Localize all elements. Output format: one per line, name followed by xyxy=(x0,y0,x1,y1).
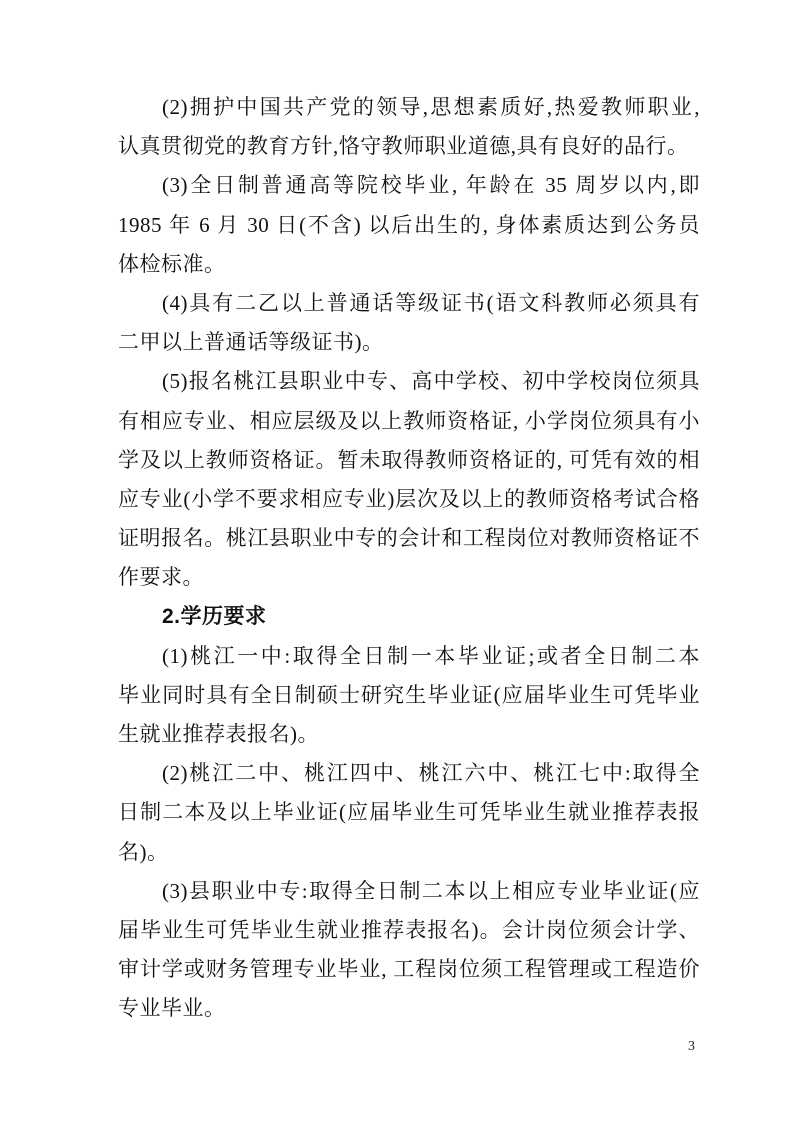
text-line: 二甲以上普通话等级证书)。 xyxy=(118,330,384,355)
text-line: 届毕业生可凭毕业生就业推荐表报名)。会计岗位须会计学、 xyxy=(118,917,700,942)
text-line: (1)桃江一中:取得全日制一本毕业证;或者全日制二本 xyxy=(162,643,700,668)
text-line: 日制二本及以上毕业证(应届毕业生可凭毕业生就业推荐表报 xyxy=(118,800,700,825)
text-line: 1985 年 6 月 30 日(不含) 以后出生的, 身体素质达到公务员 xyxy=(118,212,700,237)
text-line: 证明报名。桃江县职业中专的会计和工程岗位对教师资格证不 xyxy=(118,526,700,551)
text-line: (5)报名桃江县职业中专、高中学校、初中学校岗位须具 xyxy=(162,369,700,394)
text-line: (2)拥护中国共产党的领导,思想素质好,热爱教师职业, xyxy=(162,95,700,119)
text-line: (3)全日制普通高等院校毕业, 年龄在 35 周岁以内,即 xyxy=(162,173,700,198)
page-number: 3 xyxy=(688,1039,695,1054)
text-line: 有相应专业、相应层级及以上教师资格证, 小学岗位须具有小 xyxy=(118,408,700,433)
text-line: 毕业同时具有全日制硕士研究生毕业证(应届毕业生可凭毕业 xyxy=(118,682,700,707)
text-line: (4)具有二乙以上普通话等级证书(语文科教师必须具有 xyxy=(162,290,700,315)
text-line: 生就业推荐表报名)。 xyxy=(118,722,319,746)
text-line: 应专业(小学不要求相应专业)层次及以上的教师资格考试合格 xyxy=(118,486,700,511)
text-line: (3)县职业中专:取得全日制二本以上相应专业毕业证(应 xyxy=(162,878,700,903)
document-body xyxy=(118,88,700,1029)
text-line: 审计学或财务管理专业毕业, 工程岗位须工程管理或工程造价 xyxy=(118,957,700,982)
text-line: 体检标准。 xyxy=(118,251,226,276)
text-line: 专业毕业。 xyxy=(118,996,226,1021)
text-line: 学及以上教师资格证。暂未取得教师资格证的, 可凭有效的相 xyxy=(118,447,700,472)
text-line: 名)。 xyxy=(118,839,169,864)
text-line: (2)桃江二中、桃江四中、桃江六中、桃江七中:取得全 xyxy=(162,761,700,786)
text-line: 认真贯彻党的教育方针,恪守教师职业道德,具有良好的品行。 xyxy=(118,134,689,159)
section-heading: 2.学历要求 xyxy=(162,605,267,629)
text-line: 作要求。 xyxy=(118,565,204,590)
